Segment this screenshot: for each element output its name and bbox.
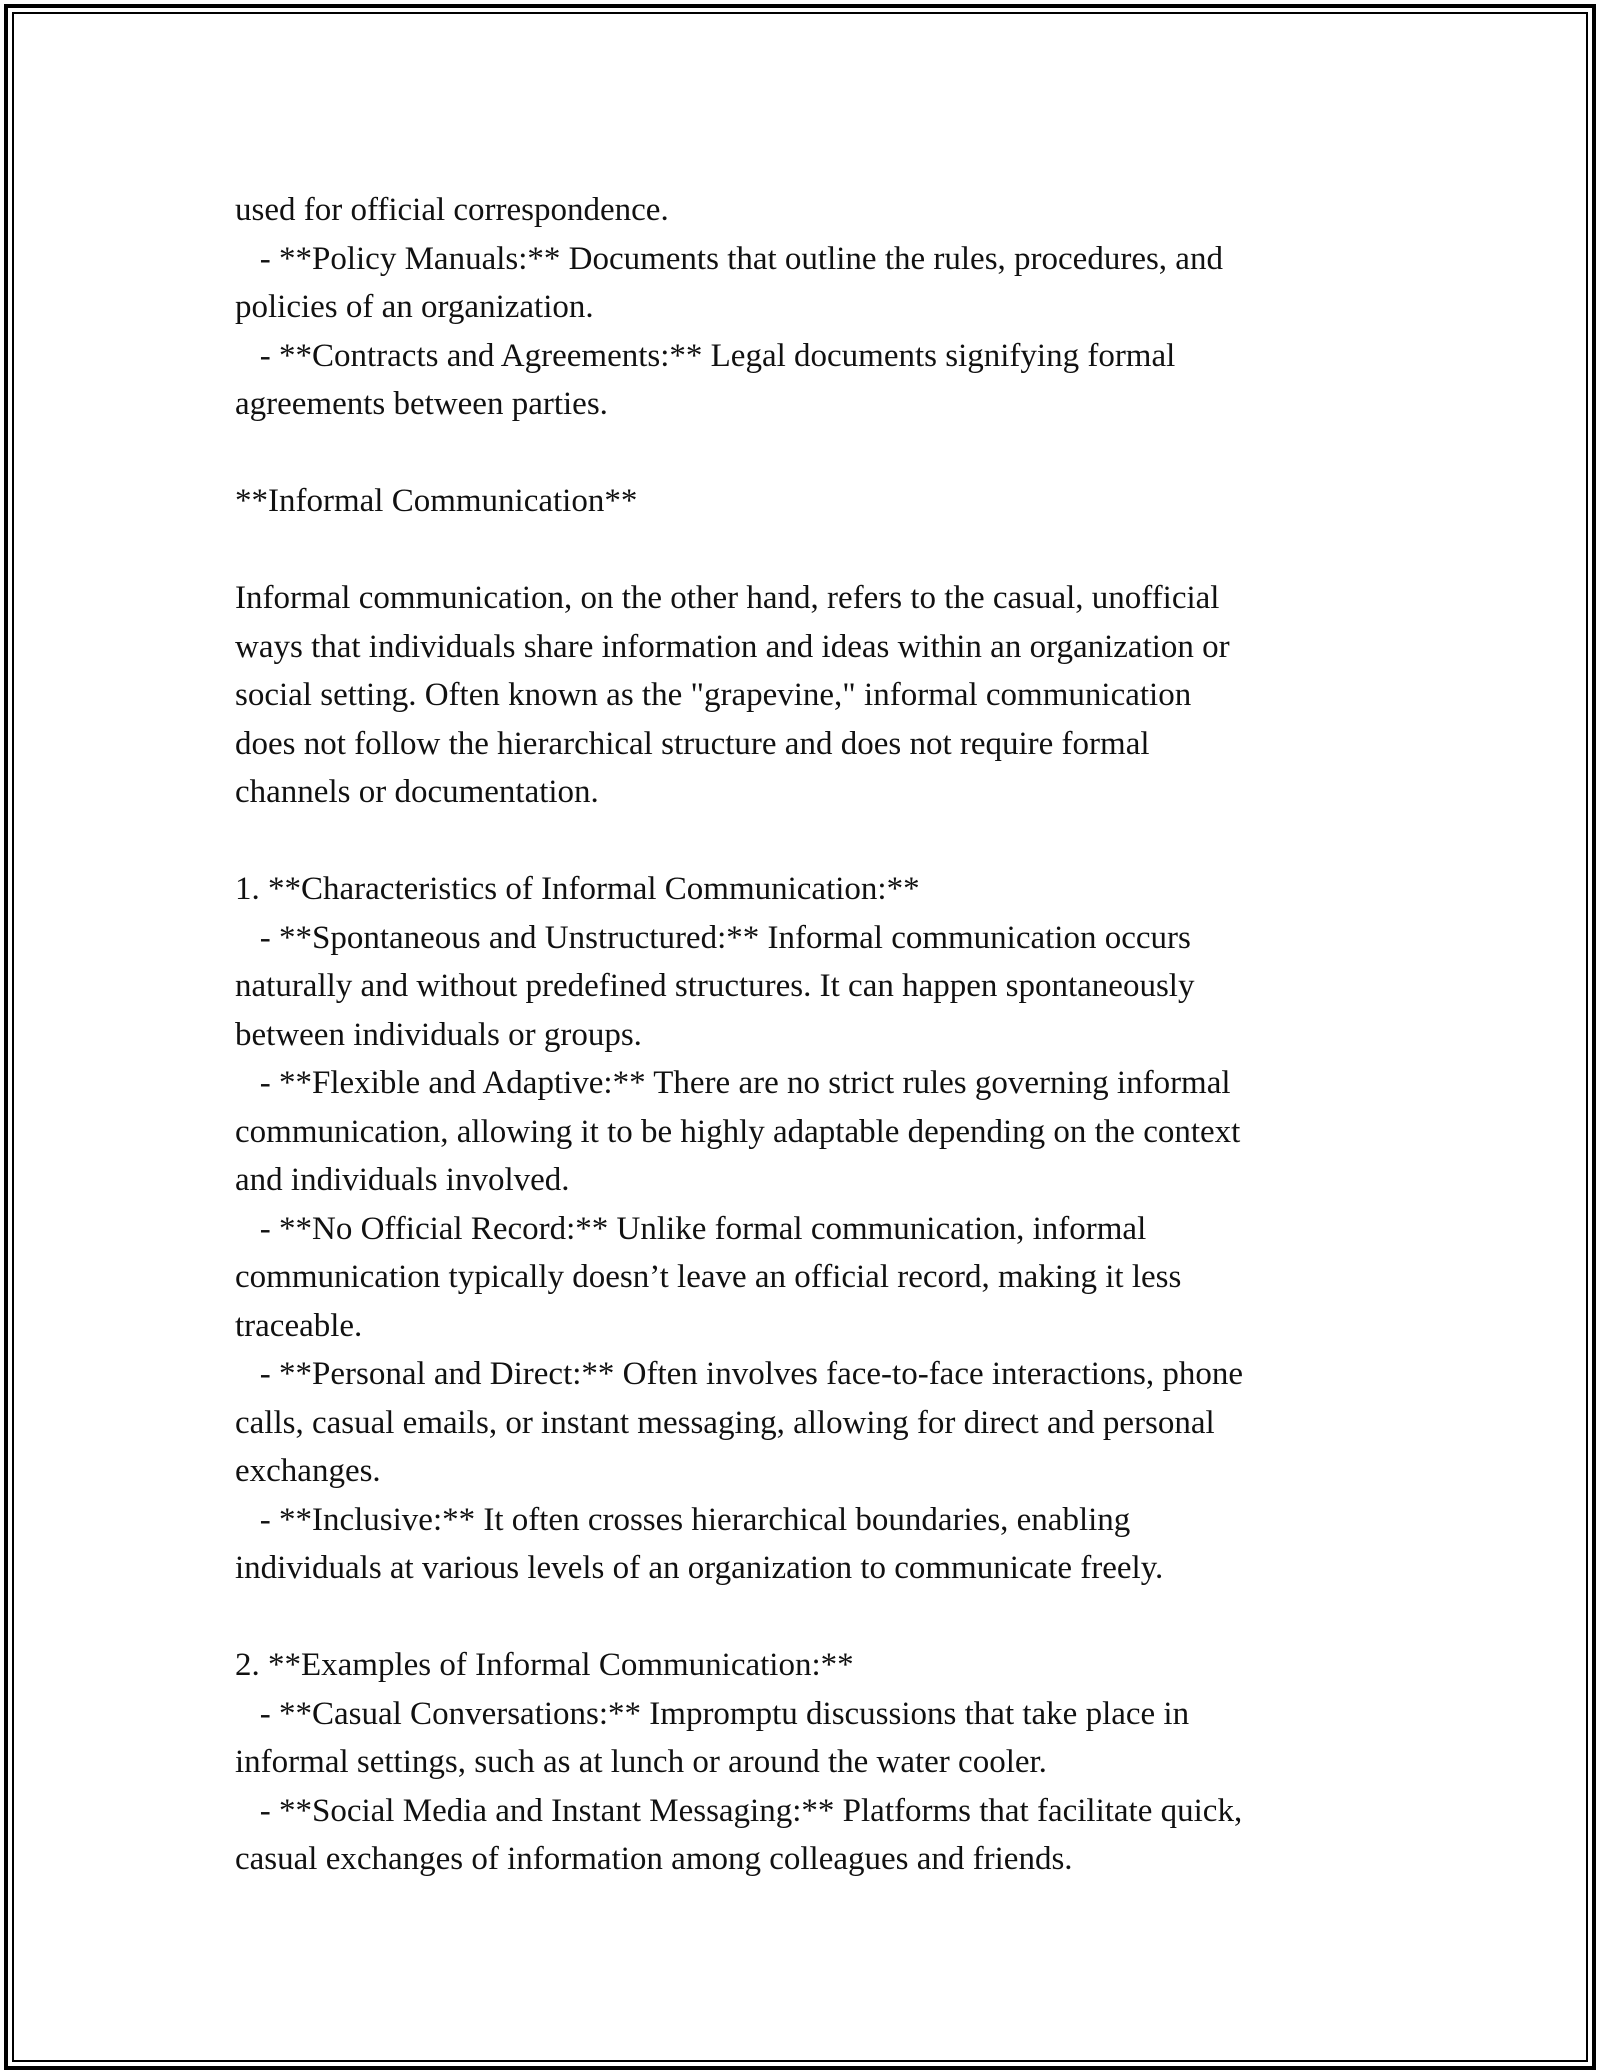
text-line: does not follow the hierarchical structure and does not require formal: [235, 725, 1150, 762]
text-line: exchanges.: [235, 1453, 381, 1489]
text-line: communication, allowing it to be highly adaptable depending on the context: [235, 1113, 1241, 1150]
text-line: Informal communication, on the other hand, refers to the casual, unofficial: [235, 580, 1220, 616]
text-line: ways that individuals share information and ideas within an organization or: [235, 628, 1230, 665]
document-text: [235, 186, 1365, 1884]
text-line: traceable.: [235, 1307, 363, 1344]
text-line: informal settings, such as at lunch or around the water cooler.: [235, 1744, 1047, 1780]
bullet-line: - **Inclusive:** It often crosses hierarchical boundaries, enabling: [235, 1501, 1131, 1538]
bullet-line: - **Flexible and Adaptive:** There are no strict rules governing informal: [235, 1065, 1231, 1101]
numbered-heading: 2. **Examples of Informal Communication:**: [235, 1647, 854, 1683]
bullet-line: - **Social Media and Instant Messaging:** Platforms that facilitate quick,: [235, 1792, 1243, 1829]
blank-line: [235, 429, 1365, 478]
text-line: communication typically doesn’t leave an official record, making it less: [235, 1259, 1182, 1295]
bullet-line: - **Personal and Direct:** Often involves face-to-face interactions, phone: [235, 1356, 1243, 1392]
text-line: calls, casual emails, or instant messaging, allowing for direct and personal: [235, 1404, 1215, 1441]
numbered-heading: 1. **Characteristics of Informal Communication:**: [235, 871, 920, 907]
text-line: policies of an organization.: [235, 289, 594, 325]
blank-line: [235, 1593, 1365, 1642]
text-line: and individuals involved.: [235, 1162, 570, 1198]
blank-line: [235, 526, 1365, 575]
text-line: naturally and without predefined structures. It can happen spontaneously: [235, 968, 1195, 1004]
section-heading: **Informal Communication**: [235, 483, 638, 519]
text-line: channels or documentation.: [235, 774, 599, 810]
bullet-line: - **Policy Manuals:** Documents that outline the rules, procedures, and: [235, 240, 1223, 277]
text-line: agreements between parties.: [235, 386, 608, 422]
bullet-line: - **Contracts and Agreements:** Legal documents signifying formal: [235, 337, 1176, 374]
bullet-line: - **Spontaneous and Unstructured:** Informal communication occurs: [235, 919, 1191, 956]
text-line: casual exchanges of information among colleagues and friends.: [235, 1841, 1073, 1877]
bullet-line: - **No Official Record:** Unlike formal communication, informal: [235, 1210, 1147, 1247]
blank-line: [235, 817, 1365, 866]
text-line: between individuals or groups.: [235, 1016, 642, 1053]
text-line: used for official correspondence.: [235, 192, 669, 228]
bullet-line: - **Casual Conversations:** Impromptu discussions that take place in: [235, 1695, 1190, 1732]
text-line: social setting. Often known as the "grapevine," informal communication: [235, 677, 1192, 713]
text-line: individuals at various levels of an organization to communicate freely.: [235, 1550, 1164, 1586]
